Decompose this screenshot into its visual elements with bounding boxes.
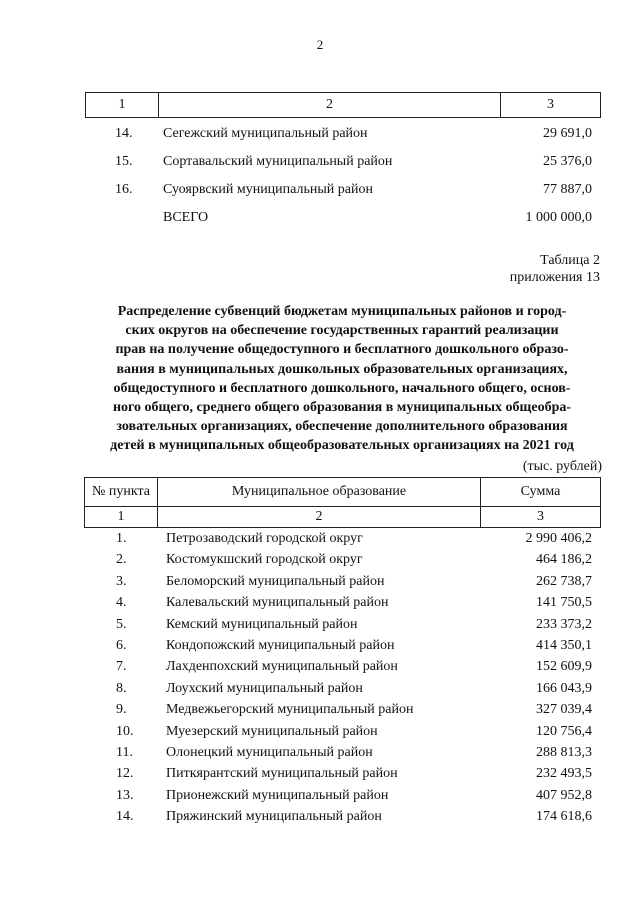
title-line: детей в муниципальных общеобразовательных организациях на 2021 год [110, 438, 574, 454]
row-sum: 327 039,4 [536, 702, 592, 718]
row-sum: 288 813,3 [536, 744, 592, 760]
table1-header-col2: 2 [159, 93, 501, 117]
title-line: прав на получение общедоступного и бесплатного дошкольного образо- [115, 342, 569, 358]
row-number: 13. [116, 787, 134, 803]
row-number: 5. [116, 616, 127, 632]
row-number: 7. [116, 659, 127, 675]
row-name: Кемский муниципальный район [166, 616, 358, 632]
row-number: 15. [115, 154, 133, 169]
row-name: Лоухский муниципальный район [166, 680, 363, 696]
row-sum: 464 186,2 [536, 552, 592, 568]
row-sum: 77 887,0 [543, 182, 592, 197]
index-col3: 3 [537, 509, 544, 524]
row-name: Олонецкий муниципальный район [166, 744, 373, 760]
row-name: Калевальский муниципальный район [166, 595, 389, 611]
row-name: Суоярвский муниципальный район [163, 182, 373, 197]
table-row [84, 637, 601, 658]
table2-index-row [84, 506, 601, 528]
row-name: Кондопожский муниципальный район [166, 637, 395, 653]
row-sum: 233 373,2 [536, 616, 592, 632]
table-row [84, 765, 601, 786]
index-col2: 2 [158, 507, 481, 527]
table1-header-col3: 3 [547, 97, 554, 112]
title-line: ного общего, среднего общего образования в муниципальных общеобра- [112, 400, 572, 416]
document-title [78, 302, 606, 456]
title-line: Распределение субвенций бюджетам муниципальных районов и город- [117, 304, 567, 319]
row-sum: 407 952,8 [536, 787, 592, 803]
table-row [84, 723, 601, 744]
row-number: 12. [116, 766, 134, 782]
row-sum: 232 493,5 [536, 766, 592, 782]
table1-header [85, 92, 601, 118]
row-sum: 25 376,0 [543, 154, 592, 169]
table1-row [85, 126, 601, 146]
table2-body [84, 530, 601, 829]
table-row [84, 573, 601, 594]
header-sum: Сумма [520, 484, 561, 499]
table-caption-line1: Таблица 2 [540, 253, 600, 268]
row-sum: 152 609,9 [536, 659, 592, 675]
table-row [84, 551, 601, 572]
title-line: вания в муниципальных дошкольных образовательных организациях, [116, 361, 568, 377]
row-number: 11. [116, 744, 133, 760]
row-number: 1. [116, 531, 127, 546]
row-number: 6. [116, 637, 127, 653]
row-name: Прионежский муниципальный район [166, 787, 389, 803]
row-sum: 166 043,9 [536, 680, 592, 696]
table1-row [85, 182, 601, 202]
row-number: 3. [116, 573, 127, 589]
unit-label: (тыс. рублей) [522, 459, 602, 474]
row-name: Муезерский муниципальный район [166, 723, 378, 739]
table2-header [84, 477, 601, 507]
title-line: общедоступного и бесплатного дошкольного, начального общего, основ- [113, 380, 571, 396]
row-name: Лахденпохский муниципальный район [166, 659, 398, 675]
row-name: Пряжинский муниципальный район [166, 809, 382, 825]
title-line: зовательных организациях, обеспечение дополнительного образования [116, 419, 568, 435]
index-col1: 1 [85, 507, 158, 527]
row-name: Петрозаводский городской округ [166, 531, 363, 546]
table-row [84, 594, 601, 615]
table-row [84, 744, 601, 765]
page-number: 2 [316, 37, 324, 52]
row-name: Беломорский муниципальный район [166, 573, 385, 589]
table-row [84, 808, 601, 829]
total-label: ВСЕГО [163, 210, 209, 225]
table-row [84, 787, 601, 808]
row-sum: 414 350,1 [536, 637, 592, 653]
table1-header-col1: 1 [86, 93, 159, 117]
row-name: Медвежьегорский муниципальный район [166, 702, 414, 718]
row-number: 9. [116, 702, 127, 718]
table-row [84, 701, 601, 722]
table-caption-line2: приложения 13 [509, 270, 600, 285]
row-sum: 174 618,6 [536, 809, 592, 825]
table-row [84, 680, 601, 701]
row-sum: 2 990 406,2 [525, 531, 592, 546]
row-sum: 141 750,5 [536, 595, 592, 611]
row-number: 2. [116, 552, 127, 568]
row-sum: 29 691,0 [543, 126, 592, 141]
row-name: Костомукшский городской округ [166, 552, 363, 568]
row-number: 14. [116, 809, 134, 825]
row-sum: 120 756,4 [536, 723, 592, 739]
header-municipality: Муниципальное образование [158, 478, 481, 506]
table-row [84, 658, 601, 679]
row-name: Питкярантский муниципальный район [166, 766, 398, 782]
table1-row [85, 154, 601, 174]
title-line: ских округов на обеспечение государственных гарантий реализации [125, 323, 559, 339]
table1-total-row [85, 210, 601, 230]
row-sum: 262 738,7 [536, 573, 592, 589]
row-number: 16. [115, 182, 133, 197]
row-name: Сегежский муниципальный район [163, 126, 368, 141]
row-number: 10. [116, 723, 134, 739]
table-row [84, 616, 601, 637]
table-row [84, 530, 601, 551]
row-number: 4. [116, 595, 127, 611]
row-number: 8. [116, 680, 127, 696]
total-sum: 1 000 000,0 [525, 210, 592, 225]
row-number: 14. [115, 126, 133, 141]
header-item-number: № пункта [85, 478, 158, 506]
row-name: Сортавальский муниципальный район [163, 154, 393, 169]
